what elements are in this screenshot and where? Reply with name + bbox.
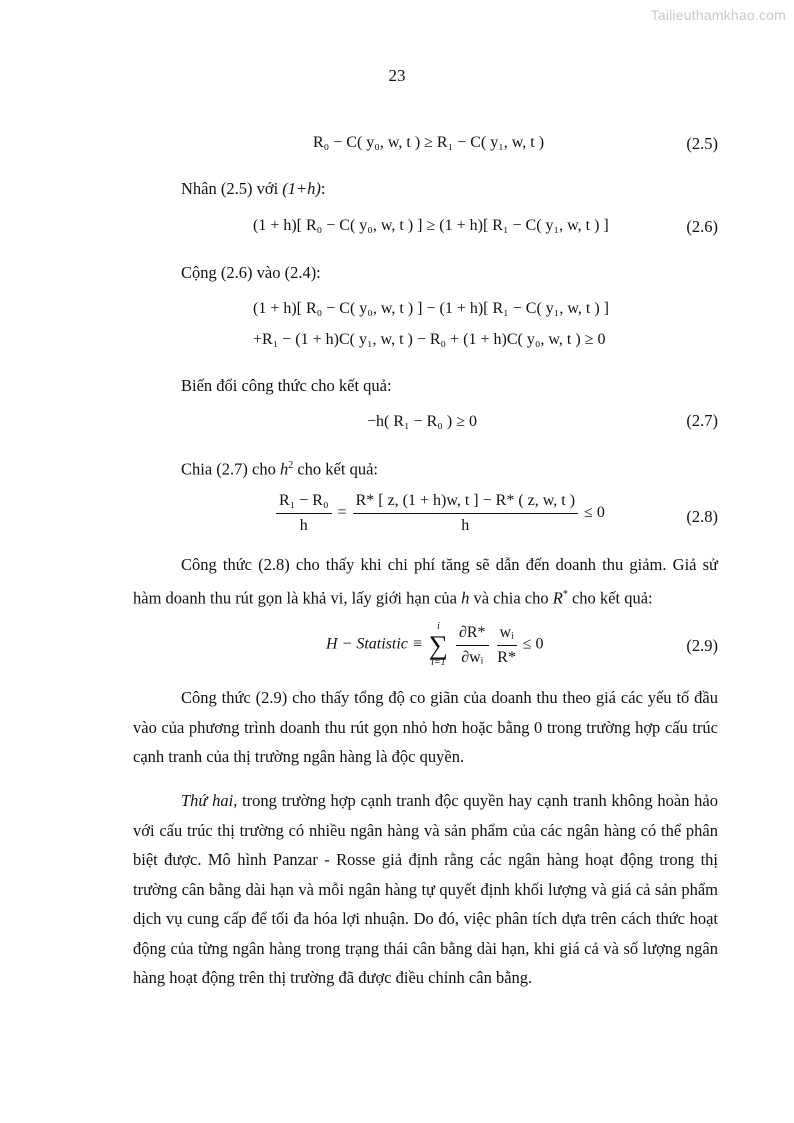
fraction-left-numerator: R₁ − R₀ <box>276 492 332 514</box>
summation-symbol: ∑ <box>428 630 448 660</box>
summation <box>429 622 448 668</box>
fraction-right-denominator: h <box>461 517 470 534</box>
equation-2-8-tail: ≤ 0 <box>584 504 605 522</box>
page-number: 23 <box>388 66 406 85</box>
fraction-partial <box>456 624 489 667</box>
fraction-weight-numerator: wᵢ <box>497 624 517 646</box>
watermark: Tailieuthamkhao.com <box>650 7 786 23</box>
paragraph-2-8-part-c: cho kết quả: <box>567 588 653 607</box>
equation-2-6: (1 + h)[ R₀ − C( y₀, w, t ) ] ≥ (1 + h)[ R₁ − C( y₁, w, t ) ] <box>253 217 609 234</box>
paragraph-thu-hai-label: Thứ hai <box>181 791 234 810</box>
equation-number-2-7: (2.7) <box>686 411 718 430</box>
equation-sum-line-1: (1 + h)[ R₀ − C( y₀, w, t ) ] − (1 + h)[ R₁ − C( y₁, w, t ) ] <box>253 300 609 317</box>
paragraph-2-8-var-h: h <box>461 588 470 607</box>
fraction-left-denominator: h <box>299 517 308 534</box>
paragraph-2-8 <box>133 550 718 613</box>
paragraph-2-8-var-r: R <box>552 588 563 607</box>
text-nhan-prefix: Nhân (2.5) với <box>181 179 283 198</box>
paragraph-2-8-part-b: và chia cho <box>469 588 553 607</box>
equation-2-9-tail: ≤ 0 <box>522 635 544 653</box>
text-nhan <box>181 174 326 204</box>
fraction-left <box>276 492 332 535</box>
equation-2-9 <box>326 622 543 668</box>
fraction-weight-denominator: R* <box>497 648 516 666</box>
text-chia-exponent: 2 <box>288 460 294 471</box>
text-nhan-factor: (1+h) <box>282 179 321 198</box>
equation-2-8 <box>274 492 605 535</box>
equation-2-5: R₀ − C( y₀, w, t ) ≥ R₁ − C( y₁, w, t ) <box>313 134 545 151</box>
paragraph-2-8-star: * <box>562 588 568 600</box>
text-nhan-suffix: : <box>320 179 326 198</box>
equation-sum-line-2: +R₁ − (1 + h)C( y₁, w, t ) − R₀ + (1 + h)C( y₀, w, t ) ≥ 0 <box>253 331 606 348</box>
paragraph-2-9: Công thức (2.9) cho thấy tổng độ co giãn của doanh thu theo giá các yếu tố đầu vào của phương trình doanh thu rút gọn nhỏ hơn hoặc bằng 0 trong trường hợp cấu trúc cạnh tranh của thị trường ngân hàng là độc quyền. <box>133 688 718 766</box>
text-chia <box>181 451 378 484</box>
fraction-right <box>353 492 578 535</box>
summation-lower-limit: i=1 <box>431 657 446 668</box>
paragraph-thu-hai <box>133 786 718 993</box>
text-cong: Cộng (2.6) vào (2.4): <box>181 263 321 282</box>
equation-2-7: −h( R₁ − R₀ ) ≥ 0 <box>367 413 477 430</box>
equation-number-2-6: (2.6) <box>686 217 718 236</box>
text-chia-suffix: cho kết quả: <box>293 459 378 479</box>
equation-number-2-5: (2.5) <box>686 134 718 153</box>
fraction-right-numerator: R* [ z, (1 + h)w, t ] − R* ( z, w, t ) <box>353 492 578 514</box>
fraction-partial-denominator: ∂wᵢ <box>461 648 484 666</box>
text-chia-var: h <box>279 459 289 479</box>
equation-number-2-9: (2.9) <box>686 636 718 655</box>
summation-upper-limit: i <box>436 621 440 632</box>
h-statistic-label: H − Statistic ≡ <box>326 635 423 653</box>
equation-number-2-8: (2.8) <box>686 507 718 526</box>
equals-sign: = <box>337 504 347 522</box>
paragraph-thu-hai-body: , trong trường hợp cạnh tranh độc quyền hay cạnh tranh không hoàn hảo với cấu trúc thị trường có nhiều ngân hàng và sản phẩm của các ngân hàng có thể phân biệt được. Mô hình Panzar - Rosse giả định rằng các ngân hàng hoạt động trong thị trường cân bằng dài hạn và mỗi ngân hàng tự quyết định khối lượng và giá cả sản phẩm dịch vụ cung cấp để tối đa hóa lợi nhuận. Do đó, việc phân tích dựa trên cách thức hoạt động của từng ngân hàng trong trạng thái cân bằng dài hạn, khi giá cả và số lượng ngân hàng hoạt động trên thị trường đã được điều chỉnh cân bằng. <box>133 791 718 987</box>
paragraph-2-8-part-a: Công thức (2.8) cho thấy khi chi phí tăng sẽ dẫn đến doanh thu giảm. Giả sử hàm doanh thu rút gọn là khả vi, lấy giới hạn của <box>133 555 718 607</box>
text-chia-prefix: Chia (2.7) cho <box>181 459 280 479</box>
fraction-partial-numerator: ∂R* <box>456 624 489 646</box>
text-bien-doi: Biến đổi công thức cho kết quả: <box>181 376 392 395</box>
fraction-weight <box>497 624 517 667</box>
